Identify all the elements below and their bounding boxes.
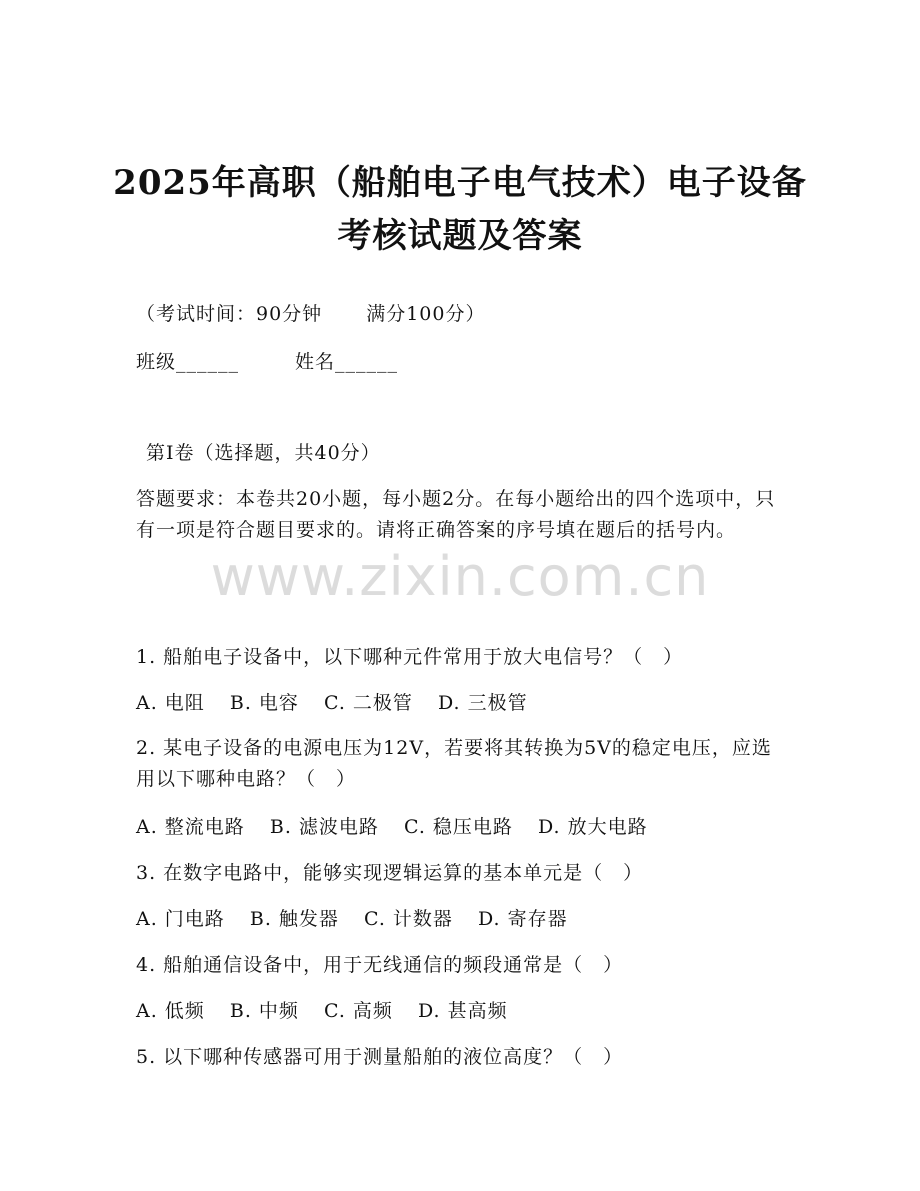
name-field: 姓名______	[295, 351, 399, 373]
document-title-line-2: 考核试题及答案	[337, 216, 583, 256]
question-2-stem: 2. 某电子设备的电源电压为12V，若要将其转换为5V的稳定电压，应选用以下哪种电路？（ ）	[136, 737, 772, 790]
option-d: D. 寄存器	[477, 908, 568, 930]
exam-time: （考试时间：90分钟	[136, 303, 323, 325]
option-c: C. 二极管	[323, 692, 413, 714]
option-b: B. 中频	[229, 1000, 299, 1022]
exam-info	[136, 302, 485, 326]
option-a: A. 低频	[136, 1000, 205, 1022]
option-a: A. 门电路	[136, 908, 225, 930]
question-5-stem: 5. 以下哪种传感器可用于测量船舶的液位高度？（ ）	[136, 1046, 624, 1068]
question-1-options	[136, 691, 528, 715]
option-a: A. 电阻	[136, 692, 205, 714]
section-heading: 第I卷（选择题，共40分）	[146, 442, 381, 464]
section-instructions: 答题要求：本卷共20小题，每小题2分。在每小题给出的四个选项中，只有一项是符合题目要求的。请将正确答案的序号填在题后的括号内。	[136, 488, 776, 541]
question-3-stem: 3. 在数字电路中，能够实现逻辑运算的基本单元是（ ）	[136, 862, 644, 884]
option-d: D. 甚高频	[417, 1000, 508, 1022]
option-d: D. 三极管	[437, 692, 528, 714]
question-4-options	[136, 999, 508, 1023]
option-c: C. 高频	[323, 1000, 393, 1022]
question-3-options	[136, 907, 568, 931]
option-b: B. 电容	[229, 692, 299, 714]
option-d: D. 放大电路	[537, 816, 648, 838]
watermark: www.zixin.com.cn	[210, 545, 710, 608]
option-b: B. 触发器	[249, 908, 339, 930]
document-title-line-1: 2025年高职（船舶电子电气技术）电子设备	[113, 163, 807, 203]
option-c: C. 稳压电路	[403, 816, 513, 838]
exam-score: 满分100分）	[366, 303, 486, 325]
question-2-options	[136, 815, 648, 839]
class-field: 班级______	[136, 351, 240, 373]
student-info	[136, 350, 398, 374]
question-1-stem: 1. 船舶电子设备中，以下哪种元件常用于放大电信号？（ ）	[136, 646, 684, 668]
option-a: A. 整流电路	[136, 816, 245, 838]
question-4-stem: 4. 船舶通信设备中，用于无线通信的频段通常是（ ）	[136, 954, 624, 976]
option-b: B. 滤波电路	[269, 816, 379, 838]
option-c: C. 计数器	[363, 908, 453, 930]
